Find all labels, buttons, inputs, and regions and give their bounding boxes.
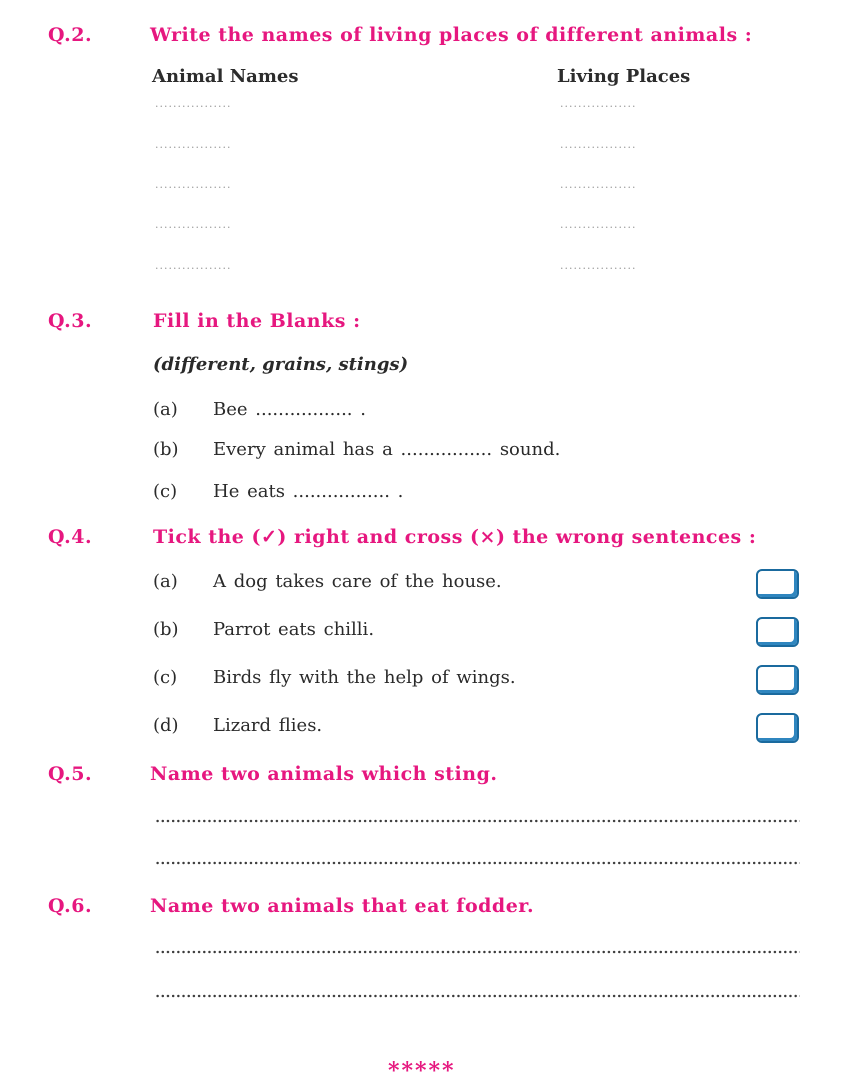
- tick-item-label-c: (c): [153, 667, 178, 688]
- blank-item-text-b: Every animal has a ................ sound.: [213, 439, 561, 460]
- living-place-blank-2[interactable]: ·················: [560, 141, 637, 154]
- word-bank: (different, grains, stings): [153, 354, 409, 375]
- tick-item-label-b: (b): [153, 619, 179, 640]
- answer-line-q5-1[interactable]: [155, 818, 800, 824]
- living-place-blank-1[interactable]: ·················: [560, 100, 637, 113]
- blank-item-text-a: Bee ................. .: [213, 399, 366, 420]
- column-header-animal-names: Animal Names: [152, 66, 299, 87]
- living-place-blank-5[interactable]: ·················: [560, 262, 637, 275]
- tick-item-label-d: (d): [153, 715, 179, 736]
- tick-icon: ✓: [261, 526, 278, 548]
- animal-name-blank-3[interactable]: ·················: [155, 181, 232, 194]
- living-place-blank-3[interactable]: ·················: [560, 181, 637, 194]
- answer-line-q6-2[interactable]: [155, 993, 800, 999]
- tick-box-b[interactable]: [756, 617, 799, 647]
- question-text-4: Tick the (✓) right and cross (×) the wrong sentences :: [153, 526, 757, 548]
- question-text-6: Name two animals that eat fodder.: [150, 895, 535, 917]
- tick-item-text-b: Parrot eats chilli.: [213, 619, 375, 640]
- question-number-4: Q.4.: [48, 526, 93, 548]
- blank-item-text-c: He eats ................. .: [213, 481, 404, 502]
- tick-box-a[interactable]: [756, 569, 799, 599]
- question-text-3: Fill in the Blanks :: [153, 310, 361, 332]
- tick-item-text-a: A dog takes care of the house.: [213, 571, 502, 592]
- answer-line-q6-1[interactable]: [155, 949, 800, 955]
- tick-item-text-c: Birds fly with the help of wings.: [213, 667, 516, 688]
- question-number-6: Q.6.: [48, 895, 93, 917]
- animal-name-blank-2[interactable]: ·················: [155, 141, 232, 154]
- blank-item-label-b: (b): [153, 439, 179, 460]
- question-number-2: Q.2.: [48, 24, 93, 46]
- question-number-5: Q.5.: [48, 763, 93, 785]
- question-number-3: Q.3.: [48, 310, 93, 332]
- column-header-living-places: Living Places: [557, 66, 691, 87]
- cross-icon: ×: [479, 526, 496, 548]
- blank-item-label-a: (a): [153, 399, 178, 420]
- tick-box-c[interactable]: [756, 665, 799, 695]
- animal-name-blank-5[interactable]: ·················: [155, 262, 232, 275]
- animal-name-blank-4[interactable]: ·················: [155, 221, 232, 234]
- tick-item-text-d: Lizard flies.: [213, 715, 323, 736]
- end-stars: *****: [388, 1058, 456, 1084]
- question-text-5: Name two animals which sting.: [150, 763, 498, 785]
- question-text-2: Write the names of living places of different animals :: [150, 24, 753, 46]
- tick-item-label-a: (a): [153, 571, 178, 592]
- answer-line-q5-2[interactable]: [155, 860, 800, 866]
- tick-box-d[interactable]: [756, 713, 799, 743]
- living-place-blank-4[interactable]: ·················: [560, 221, 637, 234]
- animal-name-blank-1[interactable]: ·················: [155, 100, 232, 113]
- blank-item-label-c: (c): [153, 481, 178, 502]
